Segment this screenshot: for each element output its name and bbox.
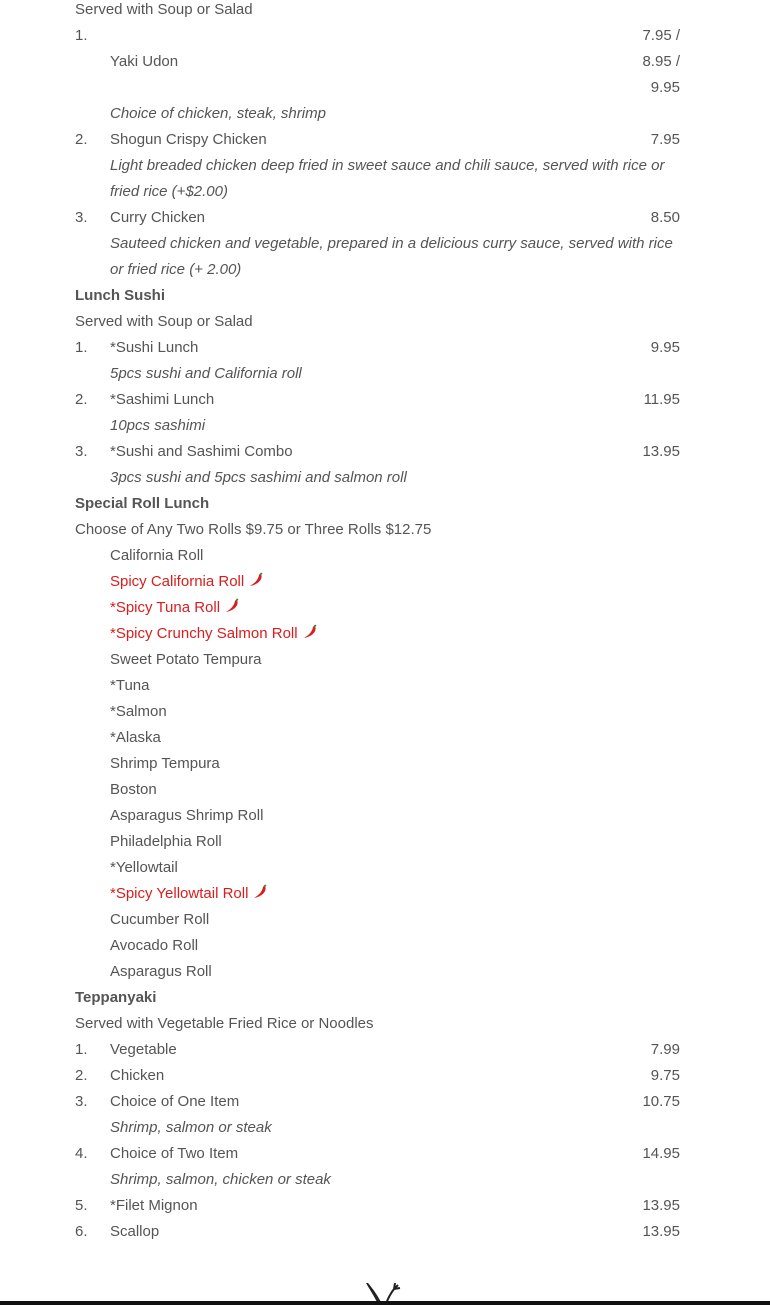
item-description: Shrimp, salmon, chicken or steak (110, 1171, 331, 1188)
section-title-special-roll: Special Roll Lunch (75, 495, 210, 512)
roll-item (75, 699, 680, 725)
chili-pepper-icon (248, 572, 264, 587)
item-description: 5pcs sushi and California roll (110, 365, 302, 382)
menu-item-chicken (75, 1063, 680, 1089)
item-name: Scallop (110, 1223, 160, 1240)
item-price: 11.95 (643, 391, 680, 408)
roll-name: California Roll (110, 547, 204, 564)
item-number: 5. (75, 1197, 88, 1214)
roll-name: *Spicy Yellowtail Roll (110, 885, 249, 902)
roll-name: *Yellowtail (110, 859, 178, 876)
roll-item (75, 621, 680, 647)
roll-item (75, 543, 680, 569)
chili-pepper-icon (252, 884, 268, 899)
item-description: Sauteed chicken and vegetable, prepared in a delicious curry sauce, served with rice or fried rice (+ 2.00) (110, 235, 673, 278)
menu-item-scallop (75, 1219, 680, 1245)
roll-name: *Salmon (110, 703, 167, 720)
item-number: 1. (75, 27, 88, 44)
item-price: 8.95 / (642, 53, 680, 70)
item-price: 9.75 (650, 1067, 680, 1084)
roll-name: *Alaska (110, 729, 161, 746)
menu-item-sashimi-lunch (75, 387, 680, 413)
section-subtitle: Choose of Any Two Rolls $9.75 or Three Rolls $12.75 (75, 521, 432, 538)
item-name: Yaki Udon (110, 53, 179, 70)
item-price: 10.75 (642, 1093, 680, 1110)
item-price: 7.99 (650, 1041, 680, 1058)
menu-item-curry-chicken (75, 205, 680, 231)
roll-name: *Spicy Crunchy Salmon Roll (110, 625, 298, 642)
item-price: 13.95 (642, 443, 680, 460)
item-price: 14.95 (642, 1145, 680, 1162)
item-number: 3. (75, 1093, 88, 1110)
menu-item-sushi-lunch (75, 335, 680, 361)
roll-item (75, 959, 680, 985)
menu-item-yaki-udon (75, 23, 680, 101)
chili-pepper-icon (302, 624, 318, 639)
footer-bar (0, 1301, 770, 1305)
roll-item (75, 647, 680, 673)
item-description: 3pcs sushi and 5pcs sashimi and salmon roll (110, 469, 407, 486)
roll-item (75, 881, 680, 907)
roll-item (75, 777, 680, 803)
item-name: Shogun Crispy Chicken (110, 131, 267, 148)
item-name: Choice of One Item (110, 1093, 240, 1110)
roll-item (75, 907, 680, 933)
menu-item-filet-mignon (75, 1193, 680, 1219)
item-price: 13.95 (642, 1197, 680, 1214)
roll-name: Cucumber Roll (110, 911, 210, 928)
item-name: Chicken (110, 1067, 165, 1084)
menu-content (75, 0, 680, 1245)
item-price: 8.50 (650, 209, 680, 226)
item-number: 1. (75, 1041, 88, 1058)
item-name: *Sashimi Lunch (110, 391, 215, 408)
item-number: 1. (75, 339, 88, 356)
item-number: 2. (75, 131, 88, 148)
roll-name: Sweet Potato Tempura (110, 651, 262, 668)
item-name: Choice of Two Item (110, 1145, 239, 1162)
roll-name: Asparagus Shrimp Roll (110, 807, 264, 824)
roll-item (75, 673, 680, 699)
roll-item (75, 595, 680, 621)
section-title-teppanyaki: Teppanyaki (75, 989, 157, 1006)
roll-item (75, 855, 680, 881)
roll-name: *Spicy Tuna Roll (110, 599, 221, 616)
roll-item (75, 829, 680, 855)
item-number: 4. (75, 1145, 88, 1162)
item-price-options (642, 23, 680, 101)
item-name: Curry Chicken (110, 209, 206, 226)
menu-item-choice-two (75, 1141, 680, 1167)
roll-name: Boston (110, 781, 157, 798)
item-price: 7.95 (650, 131, 680, 148)
roll-item (75, 933, 680, 959)
item-price: 7.95 / (642, 27, 680, 44)
roll-name: Avocado Roll (110, 937, 199, 954)
entrees-subtitle: Served with Soup or Salad (75, 1, 253, 18)
item-description: Light breaded chicken deep fried in sweet sauce and chili sauce, served with rice or fried rice (+$2.00) (110, 157, 665, 200)
section-title-lunch-sushi: Lunch Sushi (75, 287, 165, 304)
roll-item (75, 803, 680, 829)
item-name: *Sushi Lunch (110, 339, 199, 356)
item-name: Vegetable (110, 1041, 177, 1058)
item-description: Shrimp, salmon or steak (110, 1119, 272, 1136)
chili-pepper-icon (224, 598, 240, 613)
item-price: 9.95 (650, 79, 680, 96)
section-subtitle: Served with Vegetable Fried Rice or Noodles (75, 1015, 374, 1032)
menu-item-shogun-crispy-chicken (75, 127, 680, 153)
roll-item (75, 751, 680, 777)
roll-name: Spicy California Roll (110, 573, 245, 590)
item-number: 3. (75, 209, 88, 226)
roll-name: Philadelphia Roll (110, 833, 222, 850)
item-number: 2. (75, 391, 88, 408)
menu-item-sushi-sashimi-combo (75, 439, 680, 465)
item-price: 13.95 (642, 1223, 680, 1240)
item-description: 10pcs sashimi (110, 417, 206, 434)
item-number: 3. (75, 443, 88, 460)
roll-name: *Tuna (110, 677, 150, 694)
roll-name: Shrimp Tempura (110, 755, 220, 772)
section-subtitle: Served with Soup or Salad (75, 313, 253, 330)
item-price: 9.95 (650, 339, 680, 356)
item-name: *Filet Mignon (110, 1197, 198, 1214)
roll-item (75, 569, 680, 595)
roll-item (75, 725, 680, 751)
menu-item-choice-one (75, 1089, 680, 1115)
item-description: Choice of chicken, steak, shrimp (110, 105, 326, 122)
item-number: 6. (75, 1223, 88, 1240)
roll-list (75, 543, 680, 985)
item-name: *Sushi and Sashimi Combo (110, 443, 293, 460)
menu-item-vegetable (75, 1037, 680, 1063)
item-number: 2. (75, 1067, 88, 1084)
roll-name: Asparagus Roll (110, 963, 212, 980)
